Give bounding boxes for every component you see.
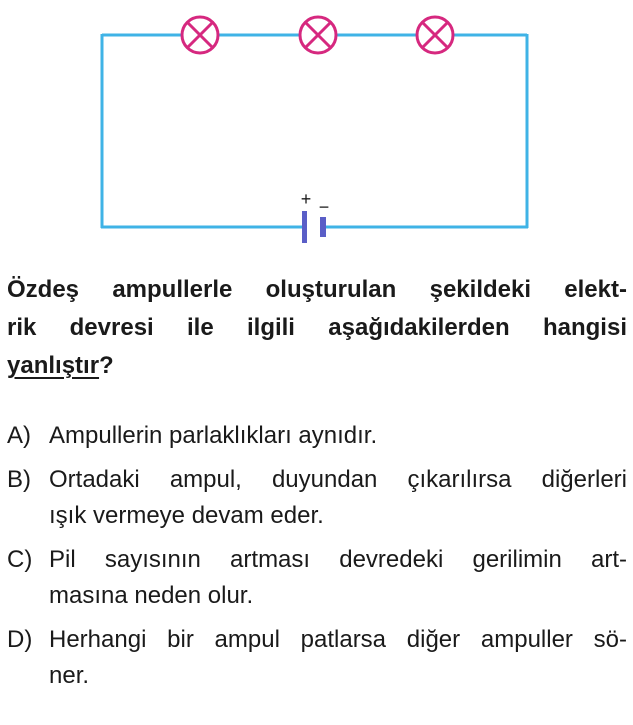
option-d[interactable] <box>7 622 627 694</box>
answer-options <box>7 418 627 702</box>
question-mark: ? <box>99 352 114 379</box>
option-a[interactable] <box>7 418 627 454</box>
bulb-2 <box>300 17 336 53</box>
option-a-text <box>49 418 627 454</box>
battery-positive-plate <box>302 211 307 243</box>
option-d-line-1: Herhangi bir ampul patlarsa diğer ampuller sö- <box>49 626 627 653</box>
option-d-line-2: ner. <box>49 662 90 689</box>
option-a-line-1: Ampullerin parlaklıkları aynıdır. <box>49 422 378 449</box>
option-c-line-2: masına neden olur. <box>49 582 254 609</box>
option-b-line-1: Ortadaki ampul, duyundan çıkarılırsa diğerleri <box>49 466 627 493</box>
question-line-3 <box>7 347 627 385</box>
circuit-diagram <box>0 0 633 260</box>
option-d-letter: D) <box>7 626 33 653</box>
battery-negative-plate <box>320 217 326 237</box>
option-c-text <box>49 542 627 614</box>
battery-plus-sign: + <box>300 189 312 209</box>
option-b-line-2: ışık vermeye devam eder. <box>49 502 324 529</box>
option-c-letter: C) <box>7 546 33 573</box>
battery-minus-sign: − <box>318 197 330 217</box>
bulb-1 <box>182 17 218 53</box>
option-b-text <box>49 462 627 534</box>
question-text <box>7 271 627 385</box>
option-b[interactable] <box>7 462 627 534</box>
circuit-wires <box>101 34 528 228</box>
option-a-letter: A) <box>7 422 31 449</box>
question-line-2: rik devresi ile ilgili aşağıdakilerden hangisi <box>7 314 627 341</box>
option-d-text <box>49 622 627 694</box>
option-b-letter: B) <box>7 466 31 493</box>
bulb-3 <box>417 17 453 53</box>
option-c-line-1: Pil sayısının artması devredeki gerilimin art- <box>49 546 627 573</box>
option-c[interactable] <box>7 542 627 614</box>
question-keyword: yanlıştır <box>7 352 100 379</box>
battery <box>301 189 330 243</box>
question-line-1: Özdeş ampullerle oluşturulan şekildeki elekt- <box>7 276 627 303</box>
